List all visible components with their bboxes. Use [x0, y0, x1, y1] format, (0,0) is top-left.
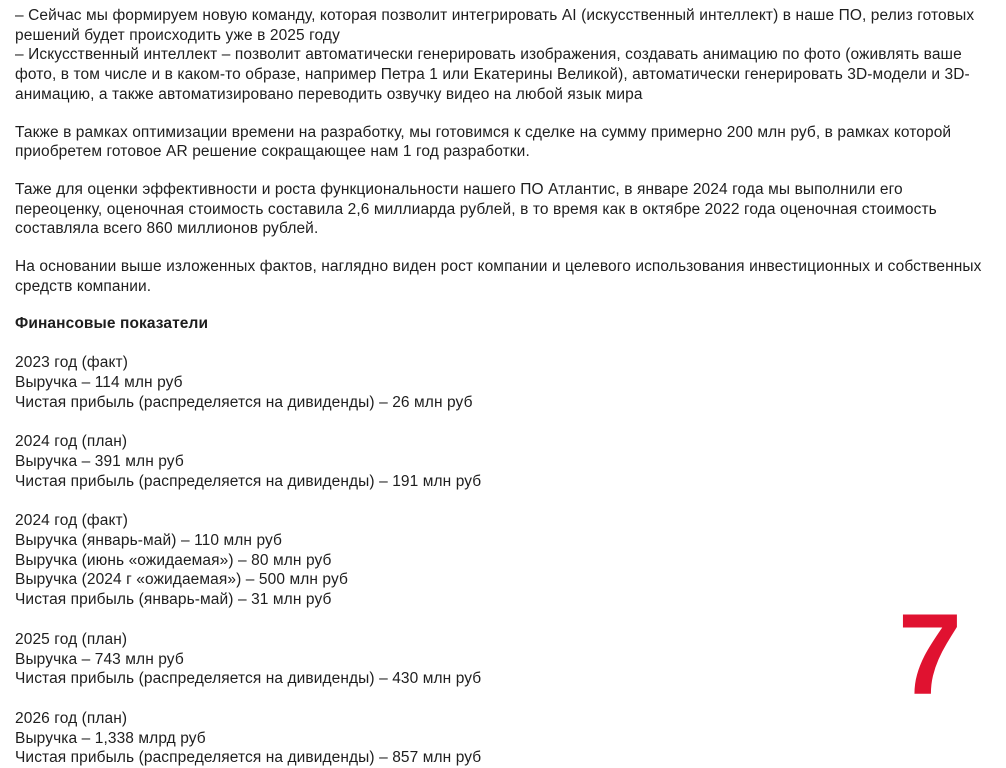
paragraph-ar-deal: Также в рамках оптимизации времени на разработку, мы готовимся к сделке на сумму примерно 200 млн руб, в рамках которой приобретем готовое AR решение сокращающее нам 1 год разработки. [15, 123, 952, 161]
fin-line: Выручка (январь-май) – 110 млн руб [15, 532, 283, 550]
fin-group-title: 2025 год (план) [15, 630, 128, 648]
fin-line: Чистая прибыль (январь-май) – 31 млн руб [15, 591, 332, 609]
intro-bullet: – Сейчас мы формируем новую команду, которая позволит интегрировать AI (искусственный интеллект) в наше ПО, релиз готовых решений будет происходить уже в 2025 году [15, 7, 975, 44]
fin-line: Выручка – 114 млн руб [15, 373, 183, 391]
paragraph-conclusion: На основании выше изложенных фактов, наглядно виден рост компании и целевого использования инвестиционных и собственных средств компании. [15, 258, 982, 295]
fin-line: Выручка – 391 млн руб [15, 452, 184, 470]
fin-group-2024-plan [15, 432, 992, 491]
fin-group-title: 2024 год (факт) [15, 512, 128, 530]
paragraph-valuation: Таже для оценки эффективности и роста функциональности нашего ПО Атлантис, в январе 2024 года мы выполнили его переоценку, оценочная стоимость составила 2,6 миллиарда рублей, в то время как в октябре 2022 года оценочная стоимость составляла всего 860 миллионов рублей. [15, 180, 937, 238]
intro-paragraph [15, 6, 992, 105]
fin-line: Выручка – 743 млн руб [15, 650, 184, 668]
fin-line: Выручка (2024 г «ожидаемая») – 500 млн руб [15, 571, 348, 589]
financials-heading: Финансовые показатели [15, 315, 209, 333]
fin-line: Чистая прибыль (распределяется на дивиденды) – 430 млн руб [15, 670, 482, 688]
page-number: 7 [898, 591, 962, 719]
fin-group-2023-fact [15, 353, 992, 412]
fin-line: Выручка – 1,338 млрд руб [15, 729, 206, 747]
document-body [15, 6, 992, 768]
fin-line: Чистая прибыль (распределяется на дивиденды) – 26 млн руб [15, 393, 473, 411]
fin-group-2025-plan [15, 630, 992, 689]
fin-group-title: 2024 год (план) [15, 433, 128, 451]
fin-line: Выручка (июнь «ожидаемая») – 80 млн руб [15, 551, 332, 569]
fin-group-title: 2023 год (факт) [15, 354, 128, 372]
fin-line: Чистая прибыль (распределяется на дивиденды) – 191 млн руб [15, 472, 482, 490]
fin-group-2026-plan [15, 709, 992, 768]
intro-bullet: – Искусственный интеллект – позволит автоматически генерировать изображения, создавать анимацию по фото (оживлять ваше фото, в том числе и в каком-то образе, например Петра 1 или Екатерины Великой), автоматически генерировать 3D-модели и 3D-анимацию, а также автоматизировано переводить озвучку видео на любой язык мира [15, 46, 970, 103]
fin-line: Чистая прибыль (распределяется на дивиденды) – 857 млн руб [15, 749, 482, 767]
fin-group-title: 2026 год (план) [15, 709, 128, 727]
fin-group-2024-fact [15, 511, 992, 610]
